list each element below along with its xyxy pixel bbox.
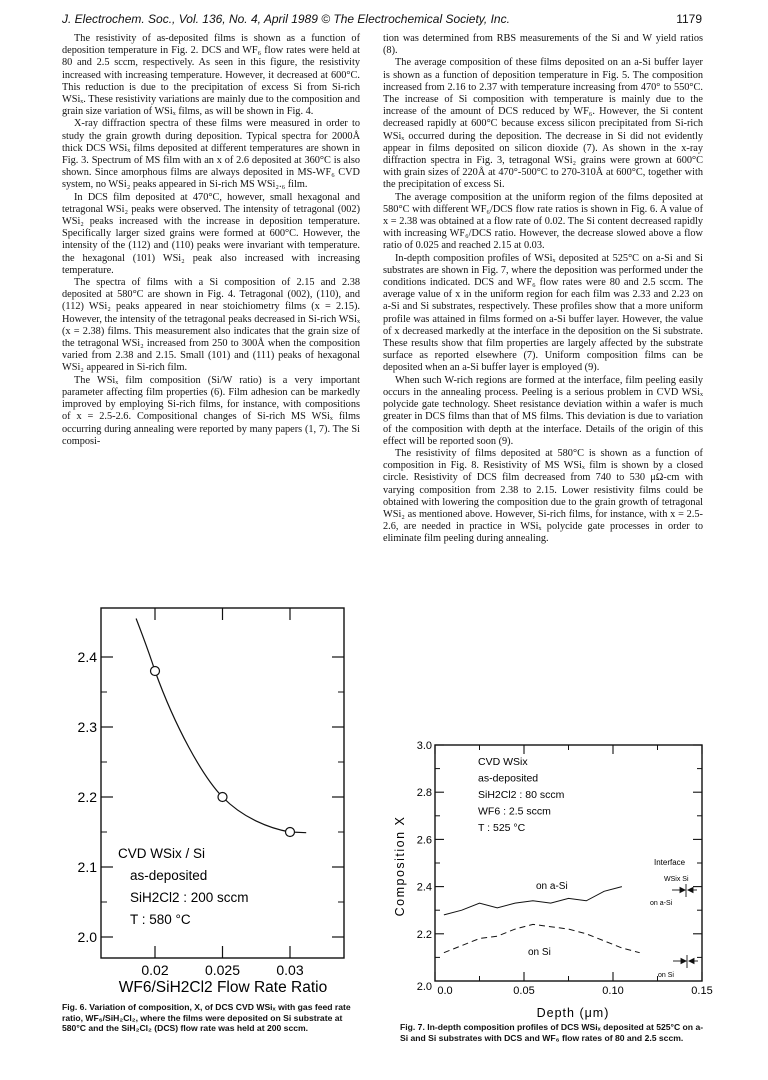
paragraph: tion was determined from RBS measurements of the Si and W yield ratios (8). [383,33,703,57]
x-tick-label: 0.02 [141,962,169,978]
y-axis-label: Composition X [393,815,407,917]
figure-7 [388,735,713,1020]
interface-a-si-bottom-label: on a-Si [650,900,673,907]
legend-line: SiH2Cl2 : 200 sccm [130,890,249,905]
figure-7-caption: Fig. 7. In-depth composition profiles of DCS WSiₓ deposited at 525°C on a-Si and Si substrates with DCS and WF₆ flow rates of 80 and 2.5 sccm. [400,1022,704,1043]
paragraph: The resistivity of as-deposited films is shown as a function of deposition temperature in Fig. 2. DCS and WF₆ flow rates were held at 80 and 2.5 sccm, respectively. As seen in this figure, the resistivity increased with increasing temperature. However, it decreased at 600°C. This reduction is due to the precipitation of excess Si from Si-rich WSiₓ. These resistivity variations are mainly due to the composition and grain size variation of WSiₓ films, as will be shown in Fig. 4. [62,33,360,118]
running-header [62,12,702,28]
y-tick-label: 2.2 [77,789,97,805]
journal-citation: J. Electrochem. Soc., Vol. 136, No. 4, April 1989 © The Electrochemical Society, Inc. [62,12,510,26]
y-tick-label: 3.0 [416,740,432,752]
x-tick-label: 0.0 [437,985,453,997]
y-tick-label: 2.1 [77,859,97,875]
y-tick-label: 2.2 [416,928,432,941]
plot-frame [101,608,344,958]
x-tick-label: 0.10 [602,985,624,997]
interface-arrowhead [689,959,694,964]
paragraph: In DCS film deposited at 470°C, however, small hexagonal and tetragonal WSi₂ peaks were observed. The intensity of tetragonal (002) WSi₂ peaks increased with the increase in deposition temperature. Specifically larger sized grains were formed at 600°C. However, the intensity of the (112) and (110) peaks were invariant with temperature. the hexagonal (101) WSi₂ peak also increased with increasing temperature. [62,191,360,276]
y-tick-label: 2.4 [416,881,432,894]
paragraph: When such W-rich regions are formed at the interface, film peeling easily occurs in the annealing process. Peeling is a serious problem in CVD WSiₓ polycide gate technology. Sheet resistance deviation within a wafer is much greater in DCS films than that of MS films. This deviation is due to variation of the composition with depth at the interface. Details of the origin of this effect will be reported soon (9). [383,374,703,447]
legend-line: SiH2Cl2 : 80 sccm [478,789,565,801]
interface-a-si-top-label: WSix Si [664,876,689,883]
paragraph: In-depth composition profiles of WSiₓ deposited at 525°C on a-Si and Si substrates are shown in Fig. 7, where the deposition was performed under the conditions indicated. DCS and WF₆ flow rates were 80 and 2.5 sccm. The average value of x in the uniform region for each film was 2.33 and 2.23 on a-Si and Si substrates, respectively. These profiles show that a more uniform profile was attained in films formed on a-Si buffer layer. However, the value of x decreased markedly at the interface in the deposition on the Si substrate. These results show that film properties are largely affected by the substrate surface as reported elsewhere (7). Uniform composition films can be deposited when an a-Si buffer layer is employed (9). [383,252,703,374]
interface-si-bottom-label: on Si [658,972,674,979]
paragraph: X-ray diffraction spectra of these films were measured in order to study the grain growth during deposition. Typical spectra for 2000Å thick DCS WSiₓ films deposited at different temperatures are shown in Fig. 3. Spectrum of MS film with an x of 2.6 deposited at 360°C is also shown. Since amorphous films are always deposited in MS-WF₆ CVD system, no WSi₂ peaks appeared in Si-rich MS WSi₂.₆ film. [62,118,360,191]
left-text-column [62,33,360,448]
x-tick-label: 0.025 [204,962,241,978]
series-label-si: on Si [528,947,551,958]
legend-line: as-deposited [478,772,539,785]
data-point [286,828,295,837]
interface-arrowhead [680,888,685,893]
paragraph: The average composition at the uniform region of the films deposited at 580°C with different WF₆/DCS flow rate ratios is shown in Fig. 6. A value of x = 2.38 was obtained at a flow rate of 0.02. The Si content decreased rapidly with increasing WF₆/DCS ratio. However, the decrease slowed above a flow ratio of 0.025 and reached 2.15 at 0.03. [383,191,703,252]
y-tick-label: 2.0 [77,929,97,945]
data-point [218,793,227,802]
page-number: 1179 [676,12,702,26]
data-point [151,667,160,676]
paragraph: The WSiₓ film composition (Si/W ratio) is a very important parameter affecting film properties (6). Film adhesion can be markedly improved by employing Si-rich films, for instance, with compositions of x = 2.5-2.6. Compositional changes of Si-rich MS WSiₓ films occurring during annealing were reported by many papers (1, 7). The Si composi- [62,374,360,447]
paragraph: The spectra of films with a Si composition of 2.15 and 2.38 deposited at 580°C are shown in Fig. 4. Tetragonal (002), (110), and (112) WSi₂ peaks appeared in near stoichiometry films (x = 2.15). However, the intensity of the tetragonal peaks decreased in Si-rich WSiₓ (x = 2.38) films. This measurement also indicates that the grain size of the tetragonal WSi₂ increased from 250 to 300Å when the composition varied from 2.38 and 2.15. Small (101) and (111) peaks of hexagonal WSi₂ appeared in Si-rich film. [62,277,360,374]
legend-line: as-deposited [130,868,208,883]
x-tick-label: 0.05 [513,985,535,997]
x-axis-label: Depth (μm) [536,1006,610,1020]
x-tick-label: 0.15 [691,985,713,997]
right-text-column [383,33,703,546]
profile-line-on-a-si [444,887,622,915]
x-axis-label: WF6/SiH2Cl2 Flow Rate Ratio [118,979,328,996]
x-tick-label: 0.03 [276,962,304,978]
figure-6 [58,596,363,996]
x-origin-label: 2.0 [416,981,432,993]
y-tick-label: 2.3 [77,719,97,735]
paragraph: The average composition of these films deposited on an a-Si buffer layer is shown as a function of deposition temperature in Fig. 5. The composition increased from 2.16 to 2.37 with temperature increasing from 470° to 550°C. The increase of Si composition with temperature is mainly due to the increase of the amount of DCS reduced by WF₆. However, the Si content decreased rapidly at 600°C because excess silicon precipitated from Si-rich WSiₓ occurred during the deposition. The decrease in Si did not evidently appear in films deposited on silicon dioxide (7). As shown in the x-ray diffraction spectra in Fig. 3, tetragonal WSi₂ grains were grown at 600°C with grain sizes of 220Å at 470°-500°C to 270-310Å at 600°C, together with the precipitation of excess Si. [383,57,703,191]
y-tick-label: 2.6 [416,834,432,847]
paragraph: The resistivity of films deposited at 580°C is shown as a function of composition in Fig. 8. Resistivity of MS WSiₓ film is shown by a closed circle. Resistivity of DCS film decreased from 740 to 530 μΩ-cm with varying composition from 2.38 to 2.15. Lower resistivity films could be obtained with lowering the composition due to the grain growth of tetragonal WSi₂ as mentioned above. However, Si-rich films, for instance, with x = 2.5-2.6, are needed in practice in WSiₓ polycide gate processes in order to eliminate film peeling during annealing. [383,447,703,545]
legend-line: CVD WSix [478,756,528,768]
y-tick-label: 2.4 [77,649,97,665]
legend-line: WF6 : 2.5 sccm [478,805,551,818]
y-tick-label: 2.8 [416,787,432,800]
figure-6-chart [58,596,363,996]
interface-markers [672,884,698,968]
legend-line: CVD WSix / Si [118,846,206,861]
series-label-a-si: on a-Si [536,881,568,892]
figure-7-chart [388,735,713,1020]
interface-arrowhead [688,888,693,893]
interface-arrowhead [681,959,686,964]
legend-line: T : 525 °C [478,822,526,834]
interface-label: Interface [654,858,686,867]
figure-6-caption: Fig. 6. Variation of composition, X, of DCS CVD WSiₓ with gas feed rate ratio, WF₆/SiH₂Cl₂, where the films were deposited on Si substrate at 580°C and the SiH₂Cl₂ (DCS) flow rate was held at 200 sccm. [62,1002,351,1033]
legend-line: T : 580 °C [130,912,191,927]
